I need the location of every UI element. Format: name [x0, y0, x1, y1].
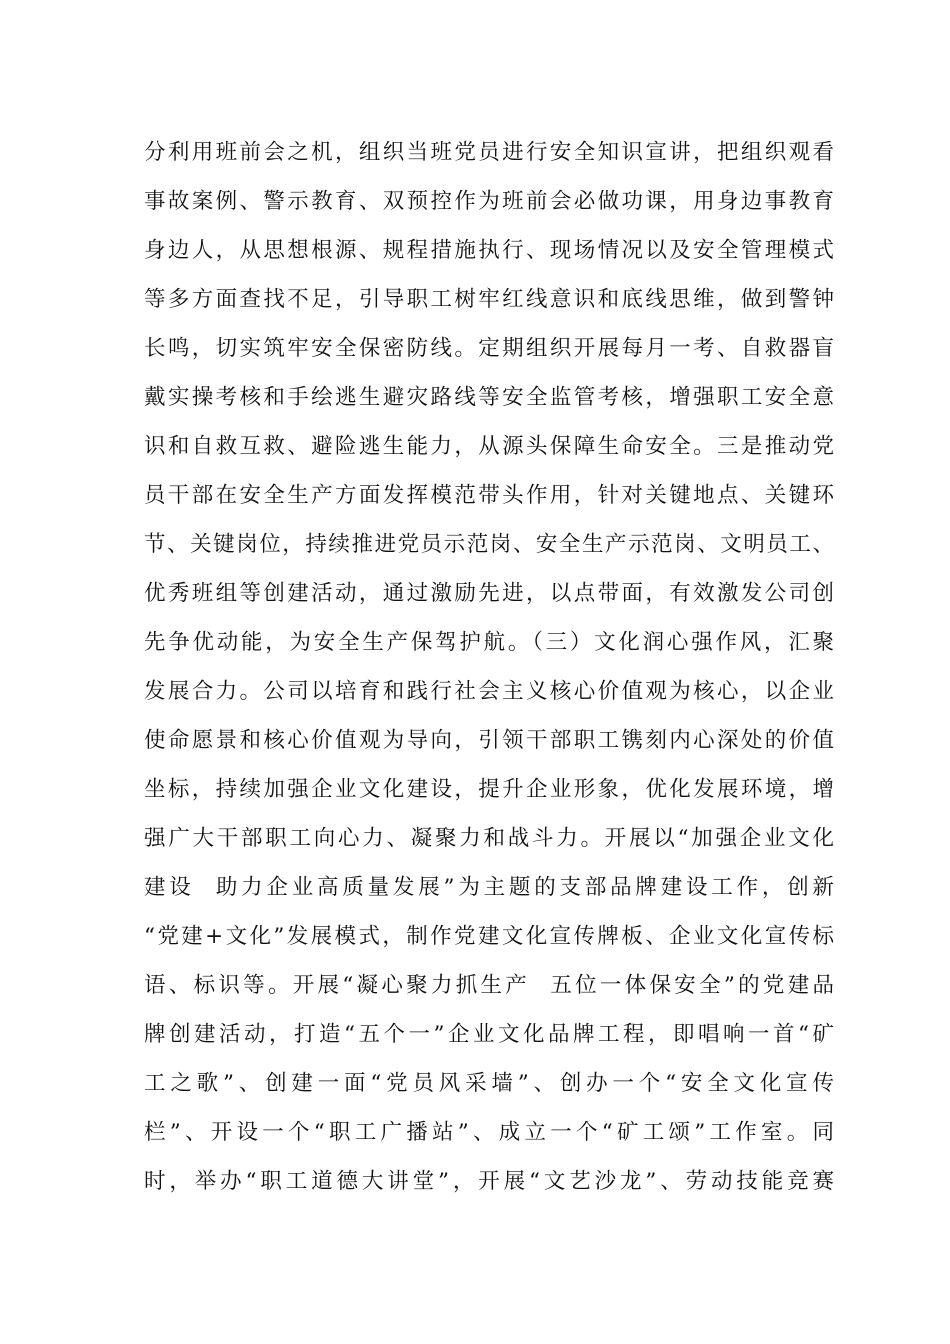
text-line: 工之歌”、创建一面“党员风采墙”、创办一个“安全文化宣传 [144, 1071, 834, 1096]
text-line: 坐标，持续加强企业文化建设，提升企业形象，优化发展环境，增 [144, 777, 834, 802]
text-line: 先争优动能，为安全生产保驾护航。（三）文化润心强作风，汇聚 [144, 630, 834, 655]
text-line: 员干部在安全生产方面发挥模范带头作用，针对关键地点、关键环 [144, 483, 834, 508]
text-line: 等多方面查找不足，引导职工树牢红线意识和底线思维，做到警钟 [144, 287, 834, 312]
text-line: 建设 助力企业高质量发展”为主题的支部品牌建设工作，创新 [144, 875, 834, 900]
text-line: 时，举办“职工道德大讲堂”，开展“文艺沙龙”、劳动技能竞赛 [144, 1169, 834, 1194]
text-line: 使命愿景和核心价值观为导向，引领干部职工镌刻内心深处的价值 [144, 728, 834, 753]
text-line: 节、关键岗位，持续推进党员示范岗、安全生产示范岗、文明员工、 [144, 532, 834, 557]
text-line: 戴实操考核和手绘逃生避灾路线等安全监管考核，增强职工安全意 [144, 385, 834, 410]
text-line: 识和自救互救、避险逃生能力，从源头保障生命安全。三是推动党 [144, 434, 834, 459]
text-line: 栏”、开设一个“职工广播站”、成立一个“矿工颂”工作室。同 [144, 1120, 834, 1145]
text-line: 发展合力。公司以培育和践行社会主义核心价值观为核心，以企业 [144, 679, 834, 704]
text-line: 优秀班组等创建活动，通过激励先进，以点带面，有效激发公司创 [144, 581, 834, 606]
text-line: 身边人，从思想根源、规程措施执行、现场情况以及安全管理模式 [144, 238, 834, 263]
text-line: 牌创建活动，打造“五个一”企业文化品牌工程，即唱响一首“矿 [144, 1022, 834, 1047]
text-line: 语、标识等。开展“凝心聚力抓生产 五位一体保安全”的党建品 [144, 973, 834, 998]
text-line: 强广大干部职工向心力、凝聚力和战斗力。开展以“加强企业文化 [144, 826, 834, 851]
text-line: 事故案例、警示教育、双预控作为班前会必做功课，用身边事教育 [144, 189, 834, 214]
text-line: 长鸣，切实筑牢安全保密防线。定期组织开展每月一考、自救器盲 [144, 336, 834, 361]
text-line: “党建+文化”发展模式，制作党建文化宣传牌板、企业文化宣传标 [144, 924, 834, 949]
text-line: 分利用班前会之机，组织当班党员进行安全知识宣讲，把组织观看 [144, 140, 834, 165]
